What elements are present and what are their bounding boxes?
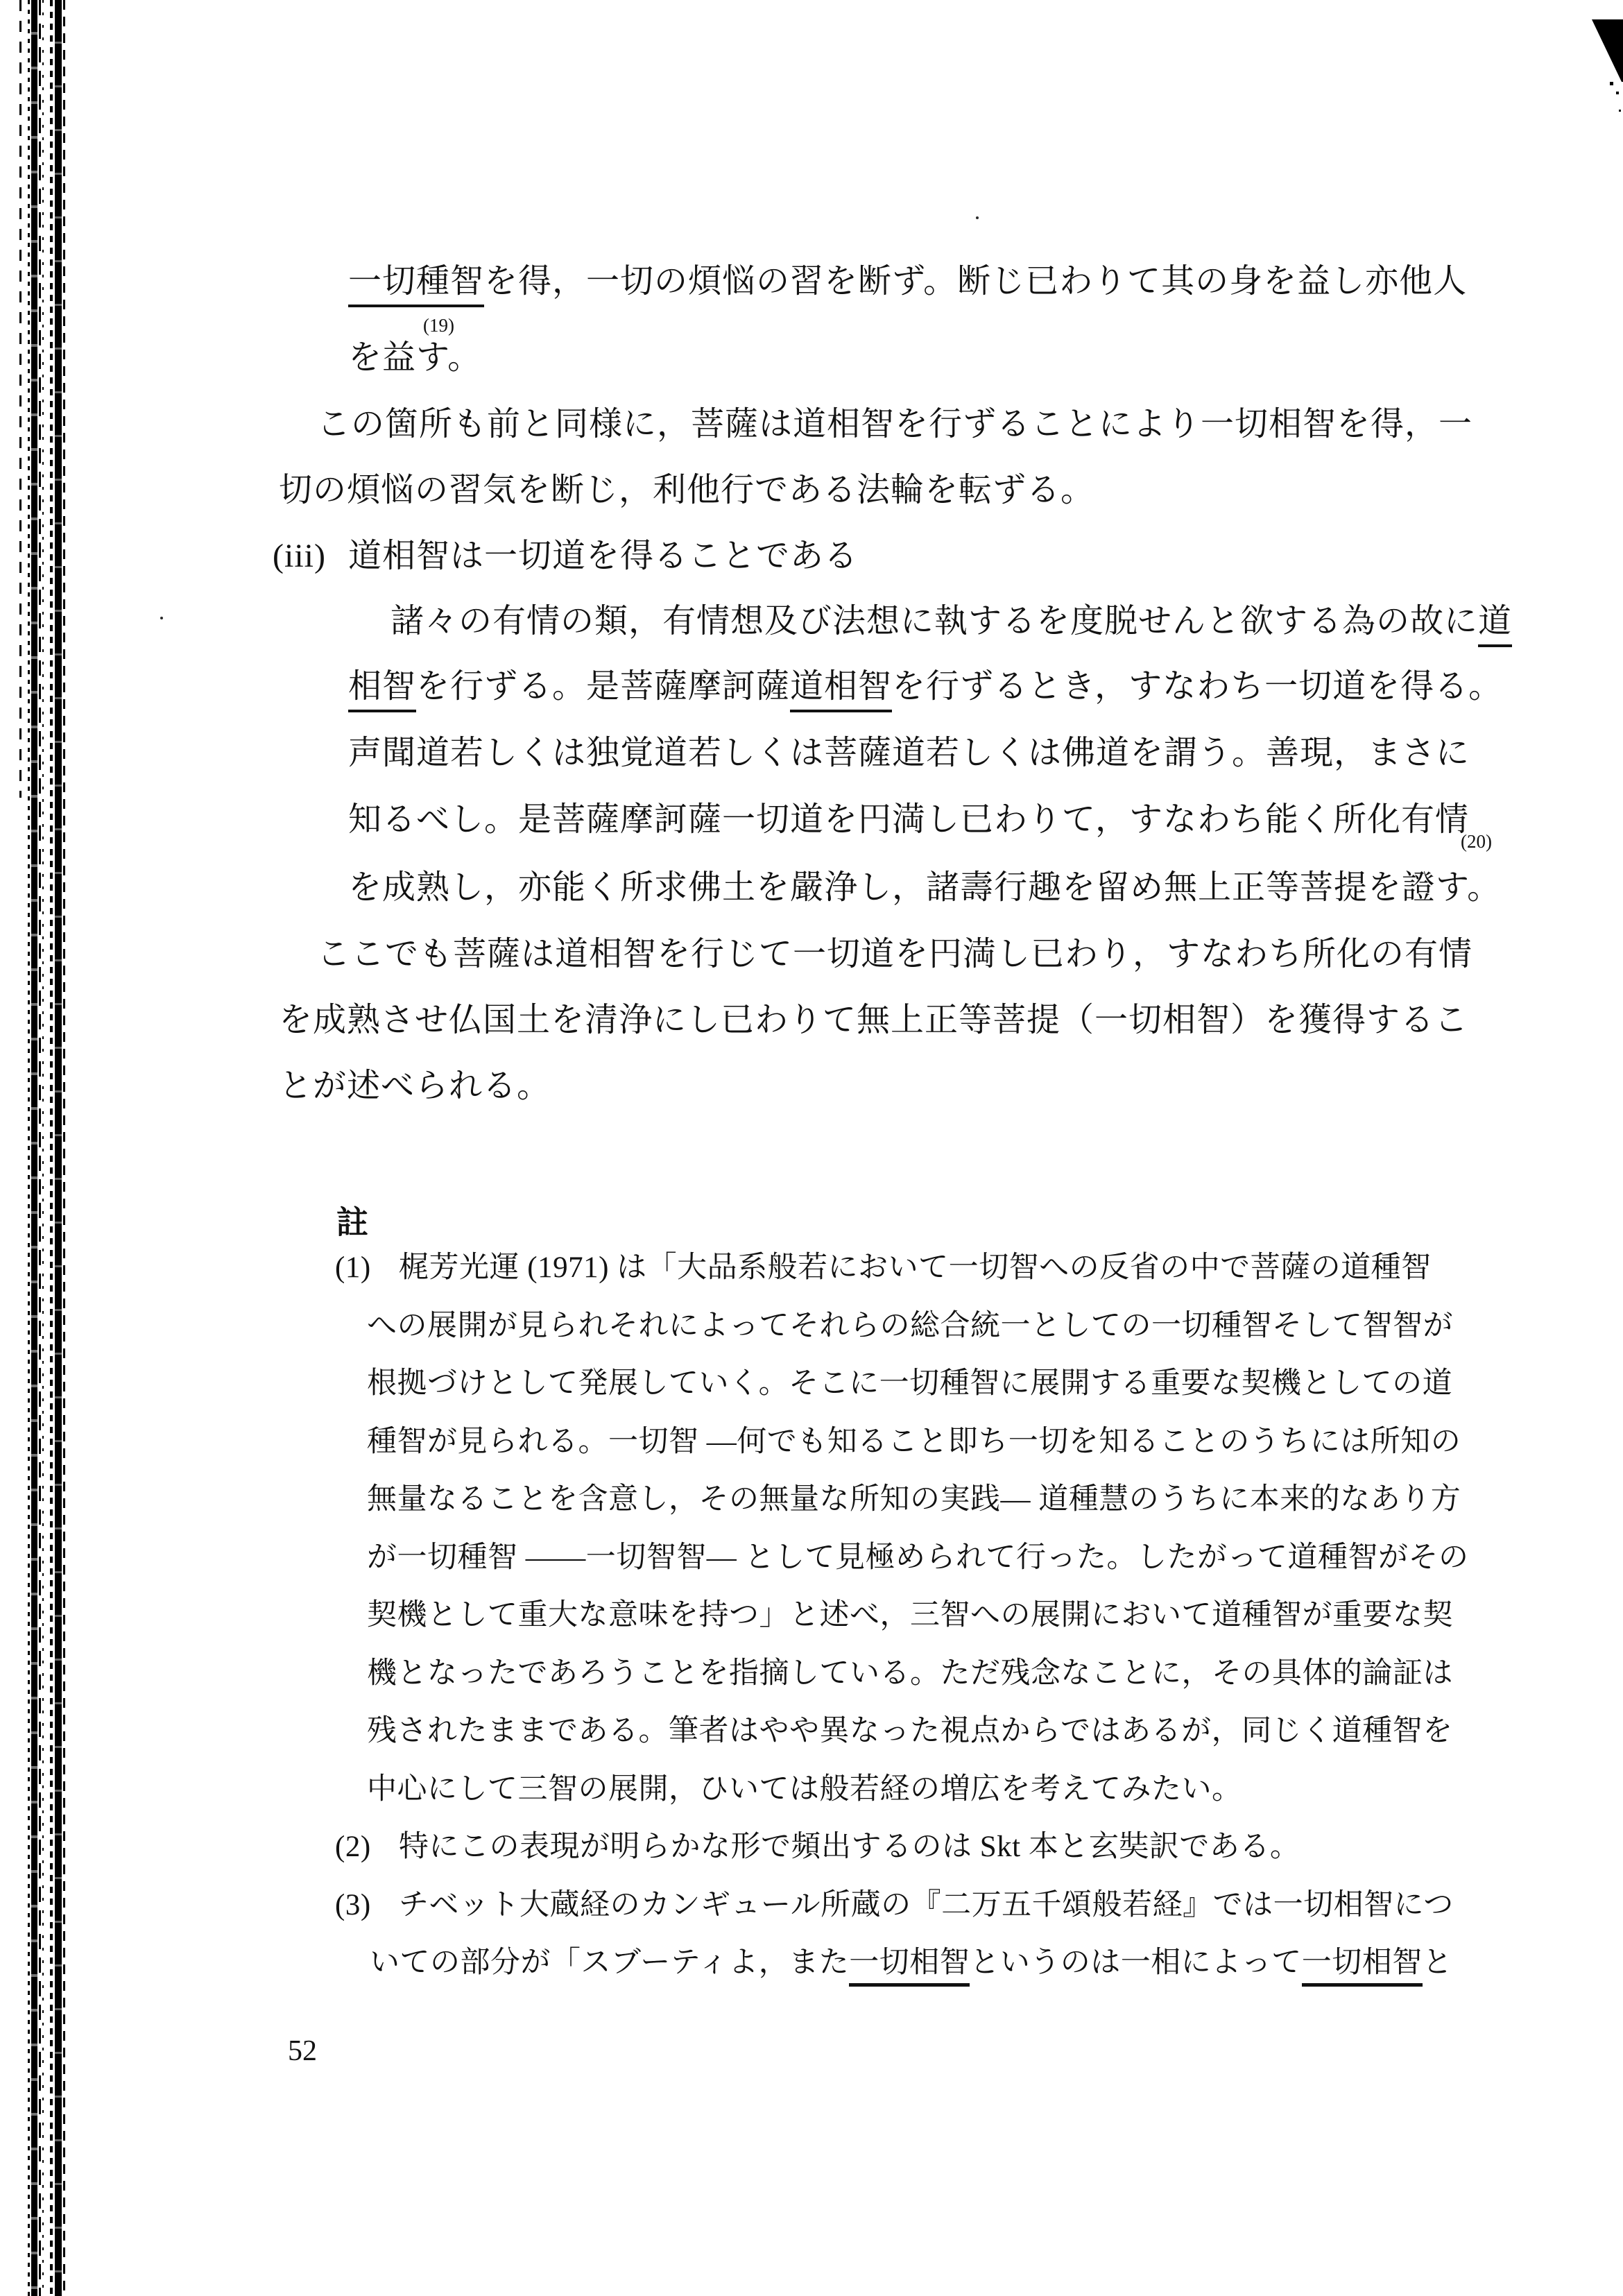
note-text: チベット大蔵経のカンギュール所蔵の『二万五千頌般若経』では一切相智につ [399,1889,1454,1921]
notes-heading [336,1207,369,1239]
footnote-marker-19: (19) [423,315,454,336]
binding-stripe-icon [19,0,22,798]
body-paragraph-line [279,1004,1468,1037]
note-line [367,1600,1453,1630]
body-paragraph-line [279,474,1094,507]
note-line [367,1427,1461,1457]
quote-line [348,871,1501,905]
note-line [370,1948,1452,1978]
section-number: (iii) [273,538,326,574]
section-title: 道相智は一切道を得ることである [348,538,859,574]
note-line [367,1311,1453,1341]
quote-text: を得，一切の煩悩の習を断ず。断じ已わりて其の身を益し亦他人 [484,263,1468,300]
binding-stripe-icon [55,0,62,2296]
underlined-term: 一切種智 [348,263,484,307]
notes-heading-text: 註 [336,1205,369,1240]
underlined-term: 一切相智 [849,1946,970,1987]
underlined-term: 道相智 [790,668,892,712]
quote-text: 知るべし。是菩薩摩訶薩一切道を円満し已わりて，すなわち能く所化有情 [348,801,1470,838]
note-text: への展開が見られそれによってそれらの総合統一としての一切種智そして智智が [367,1310,1453,1342]
body-text: とが述べられる。 [279,1068,551,1104]
body-text: この箇所も前と同様に，菩薩は道相智を行ずることにより一切相智を得，一 [317,406,1473,443]
scan-speck-icon [1619,110,1621,112]
quote-line [348,737,1470,770]
scan-speck-icon [160,617,163,619]
note-text: 梶芳光運 (1971) は「大品系般若において一切智への反省の中で菩薩の道種智 [399,1251,1432,1284]
note-text: 契機として重大な意味を持つ」と述べ，三智への展開において道種智が重要な契 [367,1599,1453,1631]
section-label-iii-line [273,540,858,573]
note-text: と [1422,1946,1453,1979]
body-paragraph-line [317,408,1472,441]
note-line [367,1369,1452,1398]
note-text: というのは一相によって [970,1946,1302,1979]
binding-stripe-icon [50,0,53,2296]
quote-text: 声聞道若しくは独覚道若しくは菩薩道若しくは佛道を謂う。善現，まさに [348,735,1470,771]
scan-corner-blob-icon [1588,19,1623,82]
quote-line [348,341,481,375]
note-number: (2) [335,1831,371,1863]
note-line [367,1716,1453,1746]
note-text: いての部分が「スブーティよ，また [370,1946,850,1979]
note-number: (1) [335,1251,371,1284]
page-number [288,2037,317,2066]
note-text: 無量なることを含意し，その無量な所知の実践― 道種慧のうちに本来的なあり方 [367,1483,1461,1516]
quote-text: を益す。 [348,339,482,376]
scan-speck-icon [1605,44,1608,47]
footnote-marker-20: (20) [1461,831,1492,852]
quote-text: を行ずる。是菩薩摩訶薩 [416,668,791,705]
scan-speck-icon [976,216,979,219]
note-text: 中心にして三智の展開，ひいては般若経の増広を考えてみたい。 [367,1773,1242,1806]
note-text: 種智が見られる。一切智 ―何でも知ること即ち一切を知ることのうちには所知の [367,1425,1461,1458]
note-line [367,1484,1461,1514]
binding-stripe-icon [31,0,37,2296]
quote-text: を成熟し，亦能く所求佛土を嚴浄し，諸壽行趣を留め無上正等菩提を證す。 [348,869,1502,906]
quote-line [348,803,1469,837]
note-line [335,1832,1300,1862]
binding-stripe-icon [42,0,44,2296]
note-text: が一切種智 ――一切智智― として見極められて行った。したがって道種智がその [367,1541,1469,1574]
note-text: 根拠づけとして発展していく。そこに一切種智に展開する重要な契機としての道 [367,1367,1453,1400]
quote-line [348,670,1502,703]
binding-stripe-icon [28,0,30,2296]
page-number-text: 52 [288,2035,317,2067]
note-text: 特にこの表現が明らかな形で頻出するのは Skt 本と玄奘訳である。 [399,1831,1300,1863]
note-text: 機となったであろうことを指摘している。ただ残念なことに，その具体的論証は [367,1657,1453,1690]
body-text: 切の煩悩の習気を断じ，利他行である法輪を転ずる。 [279,472,1095,508]
binding-stripe-icon [39,0,41,2296]
underlined-term: 相智 [348,668,416,712]
note-line [367,1543,1469,1573]
quote-text: を行ずるとき，すなわち一切道を得る。 [892,668,1503,705]
note-line [335,1890,1454,1920]
note-line [367,1659,1453,1688]
scan-speck-icon [1610,82,1613,85]
note-line [335,1253,1432,1283]
underlined-term: 道 [1478,603,1512,647]
body-text: を成熟させ仏国土を清浄にし已わりて無上正等菩提（一切相智）を獲得するこ [279,1002,1469,1038]
quote-text: 諸々の有情の類，有情想及び法想に執するを度脱せんと欲する為の故に [390,603,1479,640]
binding-stripe-icon [63,0,65,2296]
body-paragraph-line [279,1070,551,1103]
note-line [367,1774,1242,1804]
note-number: (3) [335,1889,371,1921]
body-text: ここでも菩薩は道相智を行じて一切道を円満し已わり，すなわち所化の有情 [317,936,1473,973]
scan-speck-icon [1616,92,1619,94]
note-text: 残されたままである。筆者はやや異なった視点からではあるが，同じく道種智を [367,1715,1453,1747]
body-paragraph-line [317,938,1472,971]
quote-line [390,605,1512,638]
quote-line [348,265,1467,298]
underlined-term: 一切相智 [1302,1946,1423,1987]
